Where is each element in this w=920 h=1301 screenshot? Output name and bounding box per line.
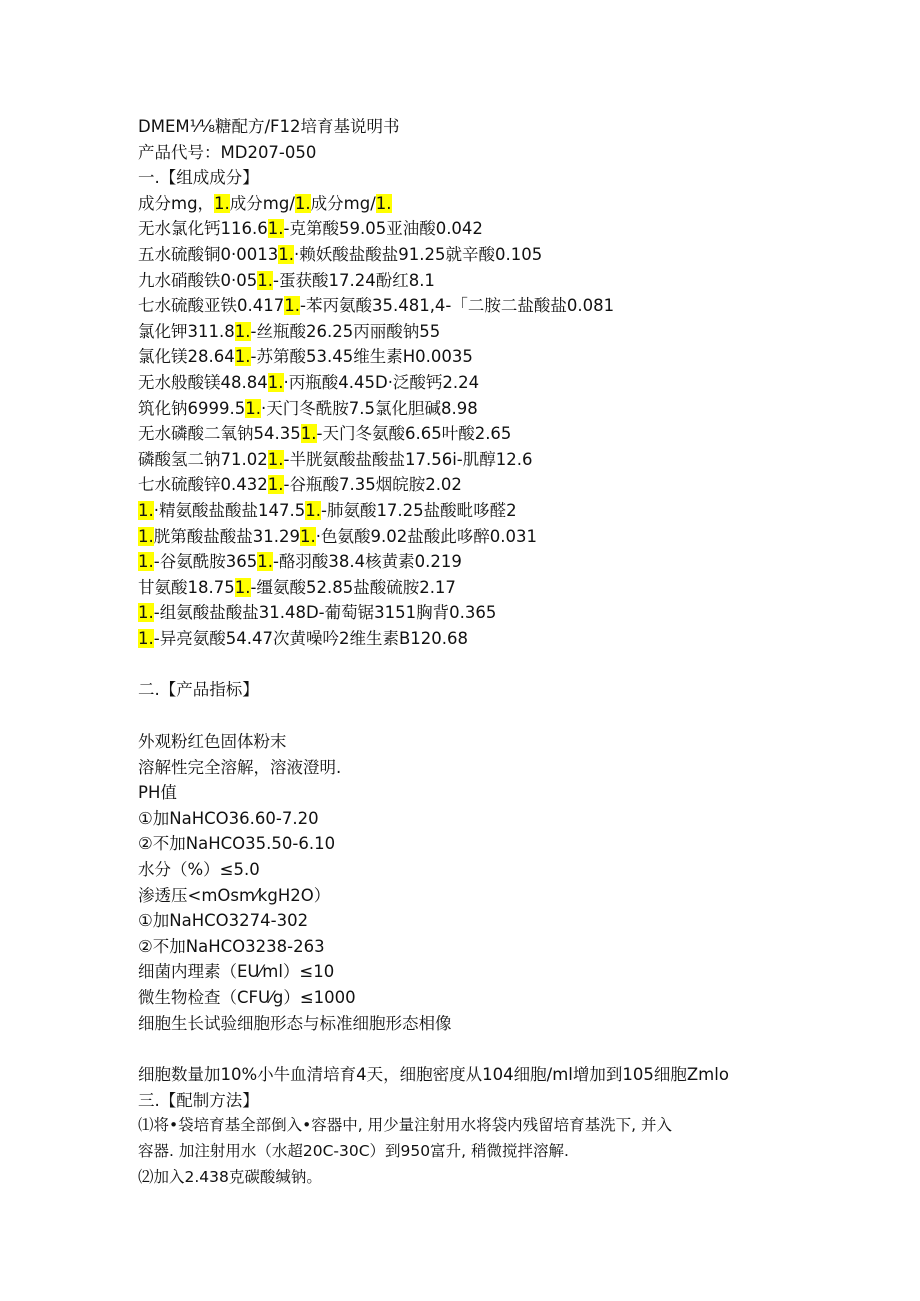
- composition-row: [138, 242, 838, 268]
- row-text: 成分mg/: [310, 193, 376, 213]
- row-text: -异亮氨酸54.47次黄噪吟2维生素B120.68: [153, 628, 468, 648]
- row-text: 筑化钠6999.5: [138, 398, 246, 418]
- spec-line: 外观粉红色固体粉末: [138, 732, 287, 752]
- composition-table: [138, 191, 838, 652]
- spec-line: 细胞生长试验细胞形态与标准细胞形态相像: [138, 1013, 452, 1033]
- row-text: -克第酸59.05亚油酸0.042: [283, 219, 483, 239]
- highlighted-text: 1.: [138, 628, 154, 648]
- row-text: 氯化钾311.8: [138, 321, 235, 341]
- row-text: 无水般酸镁48.84: [138, 372, 268, 392]
- spec-line: ①加NaHCO36.60-7.20: [138, 808, 319, 828]
- composition-row: [138, 293, 838, 319]
- highlighted-text: 1.: [300, 526, 316, 546]
- row-text: ·天门冬酰胺7.5氯化胆碱8.98: [260, 398, 478, 418]
- composition-row: [138, 216, 838, 242]
- row-text: 磷酸氢二钠71.02: [138, 449, 268, 469]
- highlighted-text: 1.: [305, 500, 321, 520]
- highlighted-text: 1.: [245, 398, 261, 418]
- highlighted-text: 1.: [138, 500, 154, 520]
- row-text: ·色氨酸9.02盐酸此哆醉0.031: [315, 526, 537, 546]
- row-text: 九水硝酸铁0·05: [138, 270, 258, 290]
- highlighted-text: 1.: [278, 244, 294, 264]
- composition-row: [138, 498, 838, 524]
- highlighted-text: 1.: [257, 552, 273, 572]
- composition-header-row: [138, 191, 838, 217]
- composition-row: [138, 575, 838, 601]
- row-text: -缰氨酸52.85盐酸硫胺2.17: [250, 577, 456, 597]
- composition-row: [138, 396, 838, 422]
- composition-row: [138, 524, 838, 550]
- composition-row: [138, 319, 838, 345]
- highlighted-text: 1.: [300, 424, 317, 444]
- highlighted-text: 1.: [138, 552, 154, 572]
- cell-growth-note: 细胞数量加10%小牛血清培育4天，细胞密度从104细胞/ml增加到105细胞Zmlo: [138, 1065, 729, 1085]
- spec-line: 溶解性完全溶解，溶液澄明.: [138, 757, 342, 777]
- highlighted-text: 1.: [234, 577, 251, 597]
- row-text: ·精氨酸盐酸盐147.5: [153, 500, 306, 520]
- highlighted-text: 1.: [138, 526, 154, 546]
- highlighted-text: 1.: [234, 347, 251, 367]
- highlighted-text: 1.: [375, 193, 392, 213]
- row-text: -丝瓶酸26.25丙丽酸钠55: [250, 321, 441, 341]
- highlighted-text: 1.: [138, 603, 154, 623]
- spec-line: PH值: [138, 783, 177, 803]
- composition-row: [138, 344, 838, 370]
- highlighted-text: 1.: [214, 193, 230, 213]
- spec-line: ②不加NaHCO35.50-6.10: [138, 834, 336, 854]
- section1-heading: 一.【组成成分】: [138, 168, 259, 188]
- composition-row: [138, 447, 838, 473]
- row-text: ·丙瓶酸4.45D·泛酸钙2.24: [283, 372, 480, 392]
- row-text: -苯丙氨酸35.481,4-「二胺二盐酸盐0.081: [300, 296, 615, 316]
- composition-row: [138, 268, 838, 294]
- highlighted-text: 1.: [257, 270, 273, 290]
- product-code: 产品代号：MD207-050: [138, 142, 317, 162]
- method-line: ⑵加入2.438克碳酸缄钠。: [138, 1167, 322, 1186]
- spec-line: 微生物检查（CFU⁄g）≤1000: [138, 988, 356, 1007]
- spec-line: 水分（%）≤5.0: [138, 860, 260, 880]
- row-text: 五水硫酸铜0·0013: [138, 244, 279, 264]
- composition-row: [138, 370, 838, 396]
- row-text: -酪羽酸38.4核黄素0.219: [272, 552, 462, 572]
- row-text: 成分mg，: [138, 193, 215, 213]
- highlighted-text: 1.: [284, 296, 300, 316]
- row-text: 七水硫酸锌0.432: [138, 475, 268, 495]
- composition-row: [138, 600, 838, 626]
- row-text: -组氨酸盐酸盐31.48D-葡萄锯3151胸背0.365: [153, 603, 497, 623]
- row-text: -天门冬氨酸6.65叶酸2.65: [316, 424, 512, 444]
- highlighted-text: 1.: [267, 475, 284, 495]
- highlighted-text: 1.: [267, 449, 284, 469]
- composition-row: [138, 472, 838, 498]
- row-text: -谷瓶酸7.35烟皖胺2.02: [283, 475, 462, 495]
- row-text: 无水磷酸二氧钠54.35: [138, 424, 301, 444]
- row-text: -谷氨酰胺365: [153, 552, 258, 572]
- row-text: 氯化镁28.64: [138, 347, 235, 367]
- highlighted-text: 1.: [267, 372, 284, 392]
- row-text: 成分mg/: [229, 193, 295, 213]
- row-text: 七水硫酸亚铁0.417: [138, 296, 285, 316]
- row-text: -半胱氨酸盐酸盐17.56i-肌醇12.6: [283, 449, 533, 469]
- highlighted-text: 1.: [267, 219, 284, 239]
- doc-title: DMEM⅟⅛糖配方/F12培育基说明书: [138, 117, 400, 136]
- composition-row: [138, 626, 838, 652]
- method-line: 容器. 加注射用水（水超20C-30C）到950富升, 稍微搅拌溶解.: [138, 1141, 569, 1160]
- row-text: ·赖妖酸盐酸盐91.25就辛酸0.105: [293, 244, 543, 264]
- document: [138, 114, 838, 1190]
- composition-rows: [138, 216, 838, 651]
- section3-heading: 三.【配制方法】: [138, 1090, 259, 1110]
- spec-line: 细菌内理素（EU⁄ml）≤10: [138, 962, 335, 982]
- spec-line: 渗透压<mOsm⁄kgH2O）: [138, 885, 331, 905]
- composition-row: [138, 549, 838, 575]
- method-line: ⑴将•袋培育基全部倒入•容器中, 用少量注射用水将袋内残留培育基洗下, 并入: [138, 1116, 672, 1135]
- section2-heading: 二.【产品指标】: [138, 680, 259, 700]
- row-text: -苏第酸53.45维生素H0.0035: [250, 347, 473, 367]
- composition-row: [138, 421, 838, 447]
- spec-line: ②不加NaHCO3238-263: [138, 936, 325, 956]
- row-text: 胱第酸盐酸盐31.29: [153, 526, 300, 546]
- row-text: -肺氨酸17.25盐酸毗哆醛2: [320, 500, 517, 520]
- highlighted-text: 1.: [294, 193, 311, 213]
- spec-line: ①加NaHCO3274-302: [138, 911, 309, 931]
- row-text: 无水氯化钙116.6: [138, 219, 268, 239]
- row-text: 甘氨酸18.75: [138, 577, 235, 597]
- spec-list: [138, 729, 838, 1036]
- row-text: -蛋获酸17.24酚红8.1: [273, 270, 435, 290]
- highlighted-text: 1.: [234, 321, 251, 341]
